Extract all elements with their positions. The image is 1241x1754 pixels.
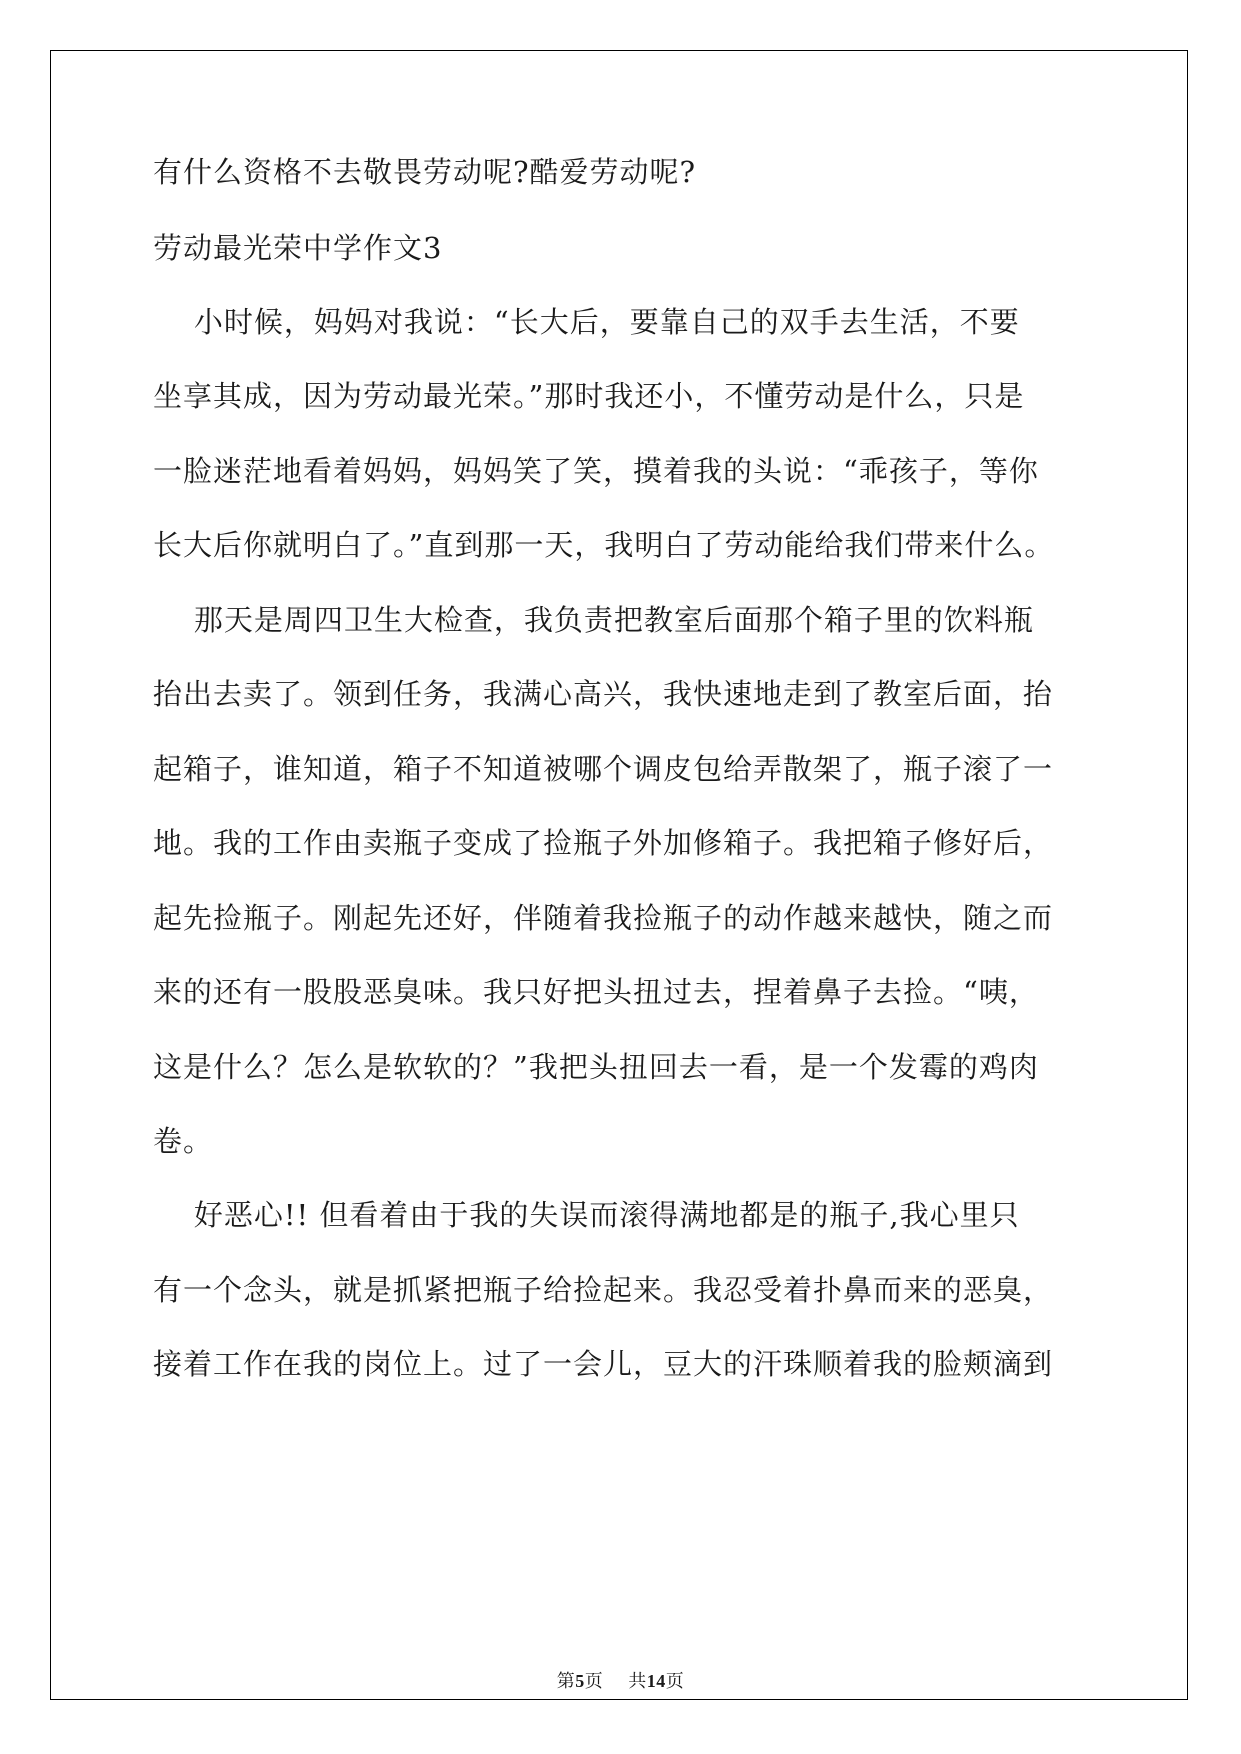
total-prefix: 共 (628, 1671, 647, 1692)
text-line: 那天是周四卫生大检查，我负责把教室后面那个箱子里的饮料瓶 (153, 603, 1034, 637)
text-line: 长大后你就明白了。”直到那一天，我明白了劳动能给我们带来什么。 (153, 528, 1055, 562)
text-line: 抬出去卖了。领到任务，我满心高兴，我快速地走到了教室后面，抬 (153, 677, 1054, 711)
page-prefix: 第 (556, 1671, 576, 1692)
text-line: 地。我的工作由卖瓶子变成了捡瓶子外加修箱子。我把箱子修好后， (153, 826, 1054, 860)
text-line: 起箱子，谁知道，箱子不知道被哪个调皮包给弄散架了，瓶子滚了一 (153, 752, 1054, 786)
text-line: 小时候，妈妈对我说：“长大后，要靠自己的双手去生活，不要 (153, 305, 1020, 339)
text-line: 有什么资格不去敬畏劳动呢?酷爱劳动呢? (153, 155, 697, 189)
text-line: 一脸迷茫地看着妈妈，妈妈笑了笑，摸着我的头说：“乖孩子，等你 (153, 454, 1039, 488)
text-line: 卷。 (153, 1124, 214, 1158)
text-line: 起先捡瓶子。刚起先还好，伴随着我捡瓶子的动作越来越快，随之而 (153, 901, 1054, 935)
total-suffix: 页 (665, 1671, 685, 1692)
page-footer (0, 1669, 1241, 1694)
page-border (50, 50, 1188, 1700)
total-pages: 14 (646, 1671, 666, 1691)
text-line: 这是什么？怎么是软软的？”我把头扭回去一看，是一个发霉的鸡肉 (153, 1050, 1039, 1084)
text-line: 接着工作在我的岗位上。过了一会儿，豆大的汗珠顺着我的脸颊滴到 (153, 1347, 1054, 1381)
page-number: 5 (575, 1671, 585, 1691)
page-suffix: 页 (584, 1671, 604, 1692)
section-heading: 劳动最光荣中学作文3 (153, 231, 443, 265)
text-line: 有一个念头，就是抓紧把瓶子给捡起来。我忍受着扑鼻而来的恶臭， (153, 1273, 1054, 1307)
text-line: 来的还有一股股恶臭味。我只好把头扭过去，捏着鼻子去捡。“咦， (153, 975, 1039, 1009)
text-line: 坐享其成，因为劳动最光荣。”那时我还小，不懂劳动是什么，只是 (153, 379, 1025, 413)
text-line: 好恶心!! 但看着由于我的失误而滚得满地都是的瓶子,我心里只 (153, 1198, 1020, 1232)
